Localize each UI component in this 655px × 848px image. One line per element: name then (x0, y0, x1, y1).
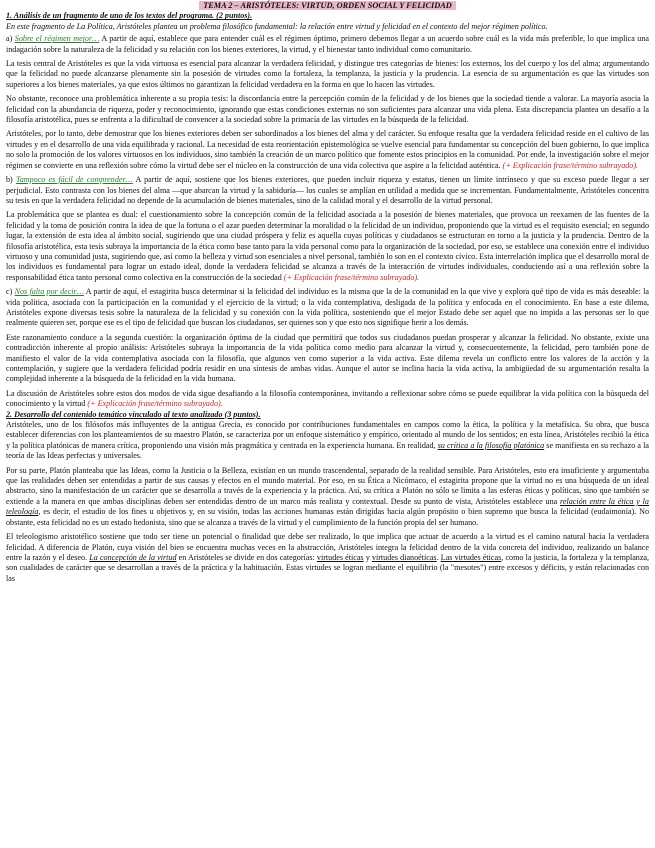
text-conclusion-a: Aristóteles, por lo tanto, debe demostrar que los bienes exteriores deben ser subordinados a los bienes del alma y del carácter. Su enfoque resalta que la verdadera felicidad reside en el cultivo de las virtudes y en el desarrollo de una vida equilibrada y racional. La necesidad de esta reorientación epistemológica se vuelve esencial para fundamentar su concepción del buen gobierno, lo que implica no solo la promoción de los valores virtuosos en los individuos, sino también la creación de un marco político que fomente estos principios en la comunidad. Por ende, la investigación sobre el mejor régimen se convierte en una reflexión sobre cómo la virtud debe ser el núcleo en la construcción de una vida colectiva que aspire a la felicidad auténtica. (6, 129, 649, 170)
paragraph-discussion-c (6, 389, 649, 410)
text-a: A partir de aquí, establece que para entender cuál es el régimen óptimo, primero debemos llegar a un acuerdo sobre cuál es la vida más preferible, lo que implica una indagación sobre la naturaleza de la felicidad y su relación con los bienes exteriores, la virtud, y el bienestar tanto individual como comunitario. (6, 34, 649, 54)
label-a: a) (6, 34, 13, 44)
s2-2-underlined: relación entre la ética y la teleología (6, 496, 649, 517)
label-b: b) (6, 175, 13, 185)
paragraph-b (6, 175, 649, 206)
paragraph-s2-2 (6, 466, 649, 528)
text-discussion-c: La discusión de Aristóteles sobre estos dos modos de vida sigue desafiando a la filosofía contemporánea, invitando a reflexionar sobre cómo se puede equilibrar la vida política con la búsqueda del conocimiento y la virtud (6, 388, 649, 409)
text-thesis: La tesis central de Aristóteles es que la vida virtuosa es esencial para alcanzar la verdadera felicidad, y distingue tres categorías de bienes: los externos, los del cuerpo y los del alma; argumentando que la felicidad no puede alcanzarse plenamente sin la posesión de virtudes como la fortaleza, la templanza, la justicia y la prudencia. La esencia de su argumentación es que las virtudes son superiores a los bienes materiales, ya que estos últimos no garantizan la felicidad verdadera en la forma en que lo hacen las virtudes. (6, 59, 649, 89)
label-c: c) (6, 287, 13, 297)
paragraph-s2-1 (6, 420, 649, 462)
title-banner (6, 1, 649, 11)
text-problem-b: La problemática que se plantea es dual: el cuestionamiento sobre la concepción común de la felicidad asociada a la posesión de bienes materiales, que provoca un reexamen de las fuentes de la felicidad y la toma de posición contra la idea de que la fortuna o el azar pueden determinar la moralidad o la felicidad de un individuo, proponiendo que la virtud es el requisito esencial; en segundo lugar, la extensión de esta idea al ámbito social, sugiriendo que una ciudad próspera y feliz es aquella cuyas políticas y ciudadanos se estructuran en torno a la justicia y la prudencia. Dentro de la filosofía aristotélica, esta tesis subraya la importancia de la ética como base tanto para la vida personal como para la organización de la sociedad, por eso, se establece una conexión entre el individuo virtuoso y una comunidad justa, sugiriendo que, así como la belleza y virtud son esenciales a nivel personal, también lo son en el contexto cívico. Esta interrelación implica que el desarrollo moral de los individuos es fundamental para lograr un estado ideal, donde la verdadera felicidad se alcanza a través de la interacción de virtudes individuales, conduciendo así a una reflexión sobre la responsabilidad ética tanto personal como colectiva en la construcción de la sociedad (6, 210, 649, 282)
s2-1-text-end: se manifiesta en su rechazo a la teoría de las Ideas perfectas y universales. (6, 440, 650, 461)
s2-3-underlined-virtue: La concepción de la virtud (89, 552, 177, 562)
document-page (6, 0, 649, 584)
quote-b: Tampoco es fácil de comprender… (15, 175, 133, 185)
text-problem: No obstante, reconoce una problemática inherente a su propia tesis: la discordancia entre la percepción común de la felicidad y de los bienes que la sociedad tiende a valorar. La mayoría asocia la felicidad con la abundancia de riqueza, poder y reconocimiento, ignorando que estas condiciones externas no son suficientes para alcanzar una vida plena. Esta discrepancia plantea un desafío a la filosofía aristotélica, pues se enfrenta a la dificultad de convencer a la sociedad sobre la primacía de las virtudes en la búsqueda de la felicidad. (6, 94, 649, 125)
s2-3-text-end: , como la justicia, la fortaleza y la templanza, son cualidades de carácter que se desarrollan a través de la práctica y la habituación. Estas virtudes se logran mediante el equilibrio (la "mesotes") entre excesos y déficits, y están relacionadas con las (6, 552, 650, 583)
paragraph-s2-3 (6, 532, 649, 584)
s2-3-text-2: en Aristóteles se divide en dos categorías: (176, 552, 317, 562)
document-title: TEMA 2 – ARISTÓTELES: VIRTUD, ORDEN SOCIAL Y FELICIDAD (199, 1, 456, 10)
text-b: A partir de aquí, sostiene que los bienes exteriores, que pueden incluir riqueza y estatus, tienen un límite intrínseco y que su exceso puede llegar a ser perjudicial. Esto contrasta con los bienes del alma —que abarcan la virtud y la sabiduría— los cuales se amplían en utilidad a medida que se incrementan. Fundamentalmente, Aristóteles concentra su tesis en que la verdadera felicidad no depende de la acumulación de bienes materiales, sino de la calidad moral y el desarrollo de la virtud personal. (6, 175, 650, 205)
s2-2-text-end: , es decir, el estudio de los fines u objetivos y, en su visión, todas las acciones humanas están dirigidas hacia algún propósito o bien supremo que busca la felicidad (eudaimonía). No obstante, esta felicidad no es un estado hedonista, sino que se alcanza a través de la virtud y el cumplimiento de la función propia del ser humano. (6, 507, 649, 527)
s2-1-text: Aristóteles, uno de los filósofos más influyentes de la antigua Grecia, es conocido por contribuciones fundamentales en campos como la ética, la política y la metafísica. Su obra, que busca establecer diferencias con los planteamientos de su maestro Platón, se caracteriza por un enfoque sistemático y empírico, orientado al mundo de los sentidos; en esta línea, Aristóteles recibió la ética y la política platónicas de manera crítica, proponiendo una visión más pragmática y centrada en la experiencia humana. En realidad, (6, 420, 649, 450)
quote-a: Sobre el régimen mejor… (14, 34, 100, 44)
s2-3-dianoetic: virtudes dianoéticas (371, 552, 437, 562)
s2-2-text: Por su parte, Platón planteaba que las Ideas, como la Justicia o la Belleza, existían en un mundo trascendental, separado de la realidad sensible. Para Aristóteles, esto era insuficiente y argumentaba que las realidades deben ser entendidas a partir de sus causas y efectos en el mundo material. Por eso, en su Ética a Nicómaco, el estagirita propone que la virtud no es una búsqueda de un ideal abstracto, sino la manifestación de un carácter que se desarrolla a través de la experiencia y la práctica. Así, su crítica a Platón no sólo se limita a las esferas éticas y políticas, sino que también se extiende a la manera en que ambas disciplinas deben ser entendidas dentro de un marco más realista y contextual. Desde su punto de vista, Aristóteles establece una (6, 465, 649, 506)
s2-1-underlined: su crítica a la filosofía platónica (437, 440, 545, 450)
paragraph-reasoning-c (6, 333, 649, 385)
section2-heading: 2. Desarrollo del contenido temático vinculado al texto analizado (3 puntos). (6, 409, 261, 419)
s2-3-period: . (436, 552, 441, 562)
note-b: (+ Explicación frase/término subrayado). (281, 272, 420, 282)
section1-heading: 1. Análisis de un fragmento de uno de los textos del programa. (2 puntos). (6, 11, 253, 21)
paragraph-problem (6, 94, 649, 125)
paragraph-conclusion-a (6, 129, 649, 171)
text-c: A partir de aquí, el estagirita busca determinar si la felicidad del individuo es la misma que la de la comunidad en la que vive y explora qué tipo de vida es más deseable: la vida política, asociada con la participación en la comunidad y el ejercicio de la virtud; o la vida contemplativa, desligada de la política y enfocada en el conocimiento. En base a este dilema, Aristóteles expone diversas tesis sobre la naturaleza de la felicidad y su conexión con la vida política, sosteniendo que el mejor Estado debe ser aquel que no impida a las personas ser lo que realmente quieren ser, porque ese es el tipo de felicidad que buscan los ciudadanos, ser quienes son y que esto nos signifique herir a los demás. (6, 287, 650, 328)
paragraph-c (6, 287, 649, 329)
s2-3-and: y (363, 552, 372, 562)
paragraph-problem-b (6, 210, 649, 283)
text-reasoning-c: Este razonamiento conduce a la segunda cuestión: la organización óptima de la ciudad que permitirá que todos sus ciudadanos puedan prosperar y alcanzar la felicidad. No obstante, existe una contradicción inherente al propio análisis: Aristóteles subraya la importancia de la vida política como medio para alcanzar la virtud y, consecuentemente, la felicidad, pero también pone de manifiesto el valor de la vida contemplativa asociada con la filosofía, que algunos ven como superior a la vida activa. Este dilema revela un conflicto entre los valores de la acción y la contemplación, y sugiere que la verdadera felicidad podría residir en una síntesis de ambas vidas. Aunque el autor se inclina hacia la vida activa, la ambigüedad de su argumentación resalta la complejidad inherente a la búsqueda de la felicidad en la vida humana. (6, 332, 649, 384)
section1-intro: En este fragmento de La Política, Aristóteles plantea un problema filosófico fundamental: la relación entre virtud y felicidad en el contexto del mejor régimen político. (6, 21, 548, 31)
s2-3-text: El teleologismo aristotélico sostiene que todo ser tiene un potencial o finalidad que debe ser realizado, lo que implica que actuar de acuerdo a la virtud es el camino natural hacia la verdadera felicidad. A diferencia de Platón, cuya visión del bien se encuentra muchas veces en la abstracción, Aristóteles integra la felicidad dentro de la vida concreta del individuo, realizando un balance entre la razón y el deseo. (6, 532, 649, 562)
note-c: (+ Explicación frase/término subrayado). (85, 399, 223, 409)
s2-3-ethical-2: Las virtudes éticas (440, 552, 502, 562)
note-a: (+ Explicación frase/término subrayado). (500, 160, 639, 170)
paragraph-thesis (6, 59, 649, 90)
s2-3-ethical: virtudes éticas (316, 552, 364, 562)
quote-c: Nos falta por decir… (14, 287, 84, 297)
paragraph-a (6, 34, 649, 55)
